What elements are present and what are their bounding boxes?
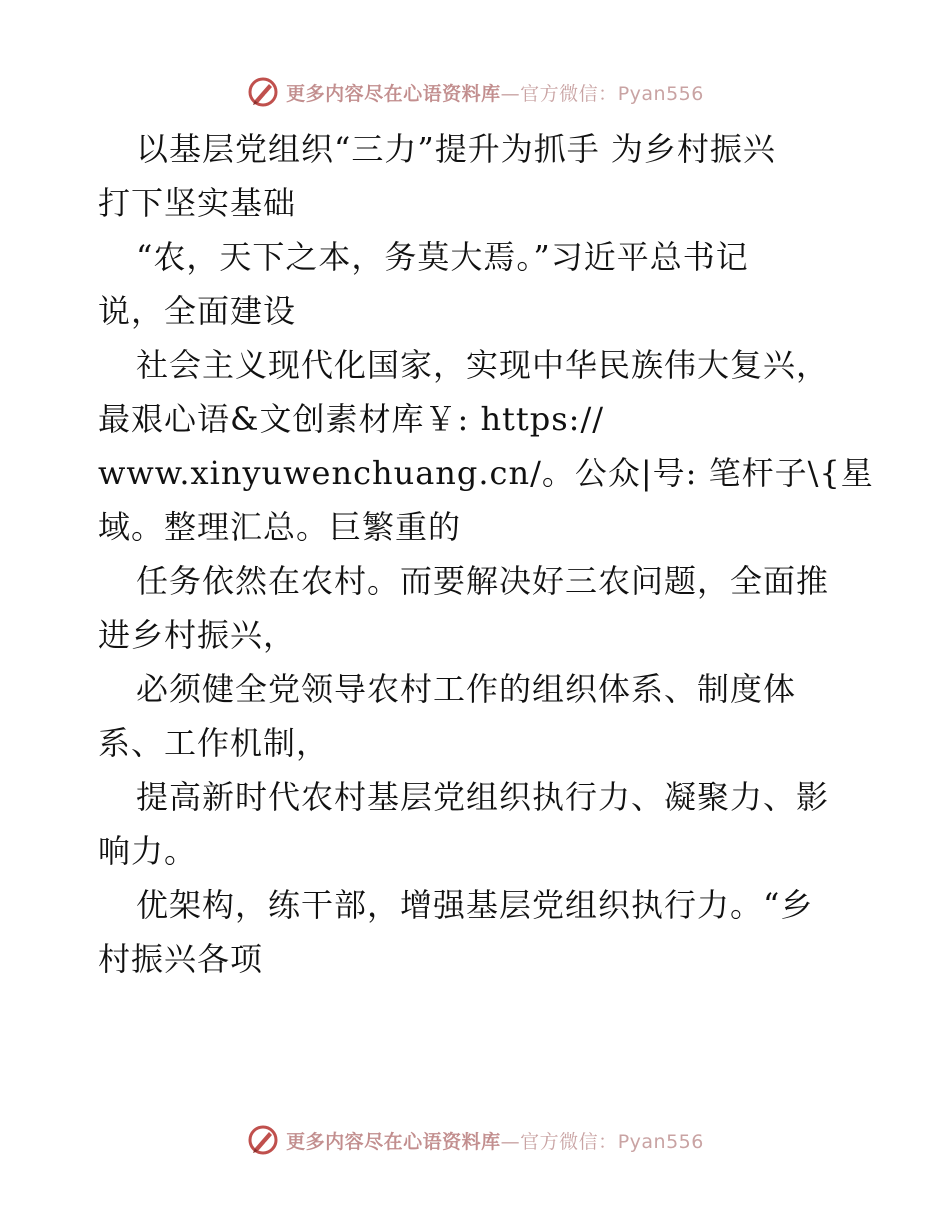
watermark-wechat-id: Pyan556: [617, 1130, 704, 1153]
footer-watermark: [0, 1120, 950, 1160]
watermark-text: [286, 1127, 704, 1154]
paragraph-1-line-1: “农，天下之本，务莫大焉。”习近平总书记: [136, 238, 749, 276]
paragraph-1-line-2: 说，全面建设: [98, 292, 297, 330]
paragraph-3-line-1: 任务依然在农村。而要解决好三农问题，全面推: [136, 562, 830, 600]
watermark-site: 更多内容尽在心语资料库: [286, 82, 501, 105]
paragraph-1: [98, 230, 858, 338]
paragraph-4: [98, 662, 858, 770]
watermark-site: 更多内容尽在心语资料库: [286, 1130, 501, 1153]
paragraph-5-line-1: 提高新时代农村基层党组织执行力、凝聚力、影: [136, 778, 830, 816]
paragraph-3: [98, 554, 858, 662]
paragraph-2-line-1: 社会主义现代化国家，实现中华民族伟大复兴，: [136, 346, 830, 384]
paragraph-5: [98, 770, 858, 878]
paragraph-4-line-1: 必须健全党领导农村工作的组织体系、制度体: [136, 670, 797, 708]
watermark-dash: —: [500, 1130, 521, 1153]
pen-logo-icon: [246, 75, 280, 109]
paragraph-5-line-2: 响力。: [98, 832, 198, 870]
title-line-1: 以基层党组织“三力”提升为抓手 为乡村振兴: [136, 130, 776, 168]
watermark-wechat-label: 官方微信：: [520, 82, 618, 105]
paragraph-6: [98, 878, 858, 986]
paragraph-4-line-2: 系、工作机制，: [98, 724, 330, 762]
watermark-wechat-id: Pyan556: [617, 82, 704, 105]
paragraph-2: [98, 338, 874, 554]
paragraph-2-line-3: www.xinyuwenchuang.cn/。公众|号: 笔杆子\{星: [98, 454, 874, 492]
pen-logo-icon: [246, 1123, 280, 1157]
paragraph-3-line-2: 进乡村振兴，: [98, 616, 297, 654]
paragraph-6-line-1: 优架构，练干部，增强基层党组织执行力。“乡: [136, 886, 814, 924]
paragraph-2-line-4: 域。整理汇总。巨繁重的: [98, 508, 462, 546]
paragraph-6-line-2: 村振兴各项: [98, 940, 264, 978]
header-watermark: [0, 72, 950, 112]
watermark-dash: —: [500, 82, 521, 105]
paragraph-2-line-2: 最艰心语&文创素材库￥: https://: [98, 400, 605, 438]
watermark-wechat-label: 官方微信：: [520, 1130, 618, 1153]
title-line-2: 打下坚实基础: [98, 184, 297, 222]
document-title: [98, 122, 858, 230]
document-body: [98, 122, 874, 986]
watermark-text: [286, 79, 704, 106]
